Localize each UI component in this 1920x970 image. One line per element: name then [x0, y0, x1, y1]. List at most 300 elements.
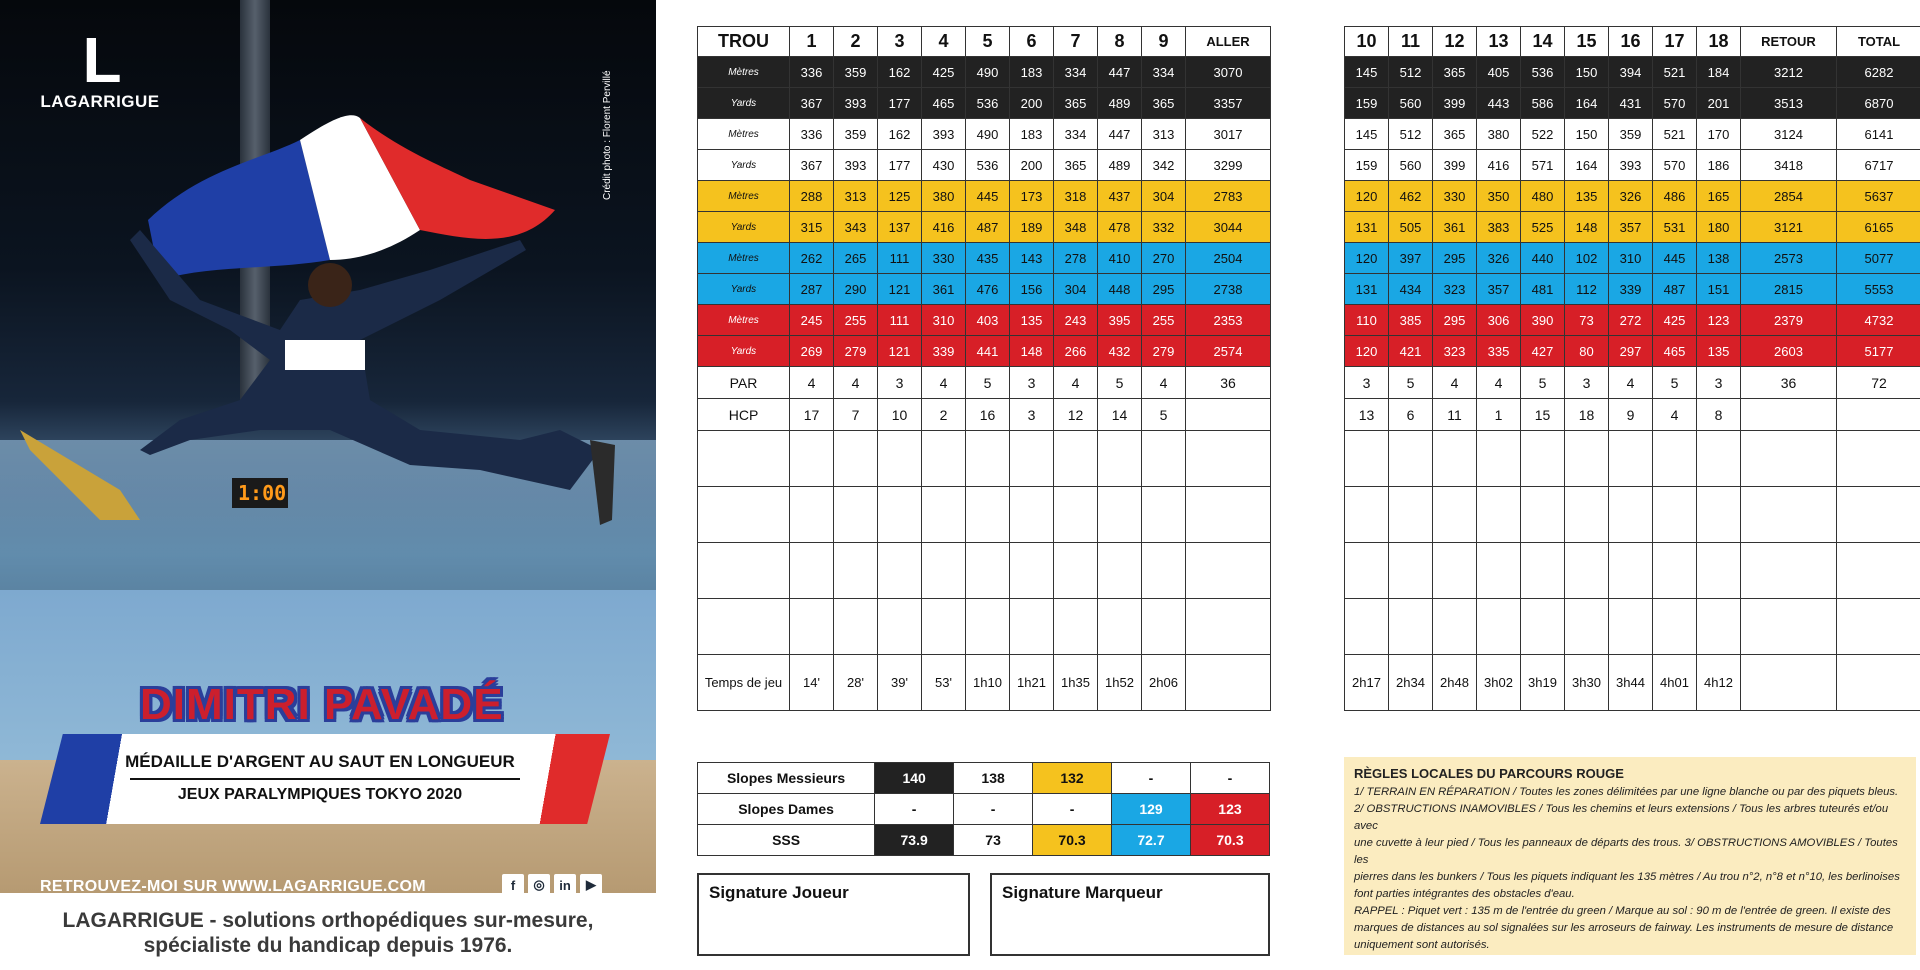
distance-cell: 489	[1098, 88, 1142, 119]
distance-cell: 399	[1433, 150, 1477, 181]
distance-cell: 135	[1010, 305, 1054, 336]
hcp-cell: 10	[878, 399, 922, 431]
distance-cell: 279	[834, 336, 878, 367]
hcp-cell: 9	[1609, 399, 1653, 431]
slopes-value: 73.9	[875, 825, 954, 856]
hole-number: 16	[1609, 27, 1653, 57]
time-cell: 28'	[834, 655, 878, 711]
score-entry-cell[interactable]	[878, 487, 922, 543]
hcp-cell: 18	[1565, 399, 1609, 431]
hcp-cell: 2	[922, 399, 966, 431]
score-entry-cell[interactable]	[1837, 599, 1920, 655]
score-entry-cell[interactable]	[1565, 599, 1609, 655]
hcp-cell: 8	[1697, 399, 1741, 431]
slopes-value: 70.3	[1190, 825, 1269, 856]
score-entry-cell[interactable]	[1098, 431, 1142, 487]
front-nine-scorecard	[697, 26, 1271, 711]
score-entry-cell[interactable]	[1142, 543, 1186, 599]
distance-cell: 3513	[1741, 88, 1837, 119]
score-entry-row	[698, 487, 1271, 543]
distance-cell: 131	[1345, 274, 1389, 305]
rules-line: uniquement sont autorisés.	[1354, 939, 1490, 951]
distance-cell: 110	[1345, 305, 1389, 336]
hcp-label: HCP	[698, 399, 790, 431]
score-entry-cell[interactable]	[878, 431, 922, 487]
score-entry-cell[interactable]	[1741, 431, 1837, 487]
hole-number: 5	[966, 27, 1010, 57]
distance-cell: 2603	[1741, 336, 1837, 367]
score-entry-cell[interactable]	[698, 487, 790, 543]
distance-cell: 180	[1697, 212, 1741, 243]
score-entry-cell[interactable]	[1345, 543, 1389, 599]
score-entry-cell[interactable]	[1389, 487, 1433, 543]
score-entry-cell[interactable]	[966, 543, 1010, 599]
hole-number: 13	[1477, 27, 1521, 57]
distance-cell: 480	[1521, 181, 1565, 212]
score-entry-cell[interactable]	[1565, 487, 1609, 543]
score-entry-cell[interactable]	[1697, 431, 1741, 487]
score-entry-cell[interactable]	[1741, 599, 1837, 655]
distance-cell: 145	[1345, 57, 1389, 88]
distance-cell: 489	[1098, 150, 1142, 181]
score-entry-cell[interactable]	[1477, 431, 1521, 487]
distance-cell: 165	[1697, 181, 1741, 212]
score-entry-cell[interactable]	[1010, 599, 1054, 655]
distance-cell: 5077	[1837, 243, 1920, 274]
score-entry-cell[interactable]	[1565, 431, 1609, 487]
distance-cell: 571	[1521, 150, 1565, 181]
slopes-label: Slopes Dames	[698, 794, 875, 825]
distance-cell: 536	[966, 88, 1010, 119]
par-cell: 4	[1054, 367, 1098, 399]
score-entry-cell[interactable]	[1098, 599, 1142, 655]
par-cell: 3	[878, 367, 922, 399]
distance-cell: 5553	[1837, 274, 1920, 305]
distance-cell: 476	[966, 274, 1010, 305]
time-cell: 1h52	[1098, 655, 1142, 711]
distance-cell: 435	[966, 243, 1010, 274]
distance-cell: 323	[1433, 274, 1477, 305]
distance-cell: 525	[1521, 212, 1565, 243]
distance-cell: 430	[922, 150, 966, 181]
hcp-cell: 7	[834, 399, 878, 431]
score-entry-cell[interactable]	[698, 543, 790, 599]
time-cell: 2h17	[1345, 655, 1389, 711]
distance-cell: 481	[1521, 274, 1565, 305]
distance-cell: 339	[922, 336, 966, 367]
score-entry-cell[interactable]	[1477, 599, 1521, 655]
distance-cell: 434	[1389, 274, 1433, 305]
score-entry-cell[interactable]	[966, 487, 1010, 543]
score-entry-cell[interactable]	[922, 431, 966, 487]
score-entry-cell[interactable]	[834, 599, 878, 655]
tee-unit-label: Yards	[698, 150, 790, 181]
distance-cell: 393	[834, 88, 878, 119]
slopes-row	[698, 763, 1270, 794]
distance-cell: 421	[1389, 336, 1433, 367]
distance-cell: 3070	[1186, 57, 1271, 88]
tee-row-red	[698, 305, 1271, 336]
distance-cell: 531	[1653, 212, 1697, 243]
distance-cell: 334	[1054, 119, 1098, 150]
score-entry-cell[interactable]	[834, 487, 878, 543]
par-cell: 4	[1142, 367, 1186, 399]
score-entry-cell[interactable]	[922, 543, 966, 599]
slopes-value: -	[1033, 794, 1112, 825]
tee-row-blue	[698, 243, 1271, 274]
distance-cell: 183	[1010, 119, 1054, 150]
score-entry-cell[interactable]	[698, 431, 790, 487]
score-entry-cell[interactable]	[1142, 431, 1186, 487]
score-entry-cell[interactable]	[698, 599, 790, 655]
front-header-row	[698, 27, 1271, 57]
distance-cell: 315	[790, 212, 834, 243]
tee-unit-label: Yards	[698, 274, 790, 305]
score-entry-cell[interactable]	[878, 599, 922, 655]
rules-line: font parties intégrantes des obstacles d'eau.	[1354, 888, 1575, 900]
score-entry-cell[interactable]	[1186, 543, 1271, 599]
score-entry-cell[interactable]	[922, 487, 966, 543]
slopes-row	[698, 825, 1270, 856]
distance-cell: 151	[1697, 274, 1741, 305]
website-link[interactable]: RETROUVEZ-MOI SUR WWW.LAGARRIGUE.COM	[40, 878, 426, 893]
distance-cell: 393	[834, 150, 878, 181]
distance-cell: 2573	[1741, 243, 1837, 274]
tee-unit-label: Mètres	[698, 119, 790, 150]
score-entry-cell[interactable]	[1389, 431, 1433, 487]
score-entry-cell[interactable]	[1697, 487, 1741, 543]
score-entry-cell[interactable]	[1565, 543, 1609, 599]
distance-cell: 288	[790, 181, 834, 212]
par-cell: 5	[1521, 367, 1565, 399]
distance-cell: 245	[790, 305, 834, 336]
distance-cell: 3017	[1186, 119, 1271, 150]
tee-row-white	[698, 119, 1271, 150]
slopes-label: SSS	[698, 825, 875, 856]
youtube-icon[interactable]: ▶	[580, 874, 602, 893]
distance-cell: 6141	[1837, 119, 1920, 150]
distance-cell: 159	[1345, 88, 1389, 119]
score-entry-cell[interactable]	[790, 487, 834, 543]
distance-cell: 121	[878, 274, 922, 305]
score-entry-cell[interactable]	[1186, 599, 1271, 655]
rules-line: 2/ OBSTRUCTIONS INAMOVIBLES / Tous les chemins et leurs extensions / Tous les arbres tuteurés et/ou avec	[1354, 803, 1889, 832]
distance-cell: 334	[1054, 57, 1098, 88]
slopes-value: 138	[954, 763, 1033, 794]
athlete-photo-panel	[0, 0, 656, 893]
score-entry-cell[interactable]	[790, 431, 834, 487]
tee-unit-label: Yards	[698, 336, 790, 367]
score-entry-cell[interactable]	[1837, 543, 1920, 599]
distance-cell: 521	[1653, 119, 1697, 150]
distance-cell: 186	[1697, 150, 1741, 181]
score-entry-cell[interactable]	[1345, 487, 1389, 543]
distance-cell: 536	[1521, 57, 1565, 88]
time-label: Temps de jeu	[698, 655, 790, 711]
distance-cell: 137	[878, 212, 922, 243]
tee-row-blue	[1345, 274, 1920, 305]
time-cell: 4h01	[1653, 655, 1697, 711]
distance-cell: 201	[1697, 88, 1741, 119]
distance-cell: 343	[834, 212, 878, 243]
score-entry-cell[interactable]	[1010, 543, 1054, 599]
distance-cell: 287	[790, 274, 834, 305]
score-entry-cell[interactable]	[1521, 431, 1565, 487]
distance-cell: 6282	[1837, 57, 1920, 88]
score-entry-cell[interactable]	[966, 431, 1010, 487]
slopes-value: 73	[954, 825, 1033, 856]
score-entry-cell[interactable]	[1521, 599, 1565, 655]
score-entry-cell[interactable]	[1653, 599, 1697, 655]
par-cell: 4	[834, 367, 878, 399]
distance-cell: 156	[1010, 274, 1054, 305]
distance-cell: 487	[966, 212, 1010, 243]
distance-cell: 73	[1565, 305, 1609, 336]
score-entry-cell[interactable]	[1054, 599, 1098, 655]
score-entry-cell[interactable]	[1186, 431, 1271, 487]
score-entry-cell[interactable]	[1837, 431, 1920, 487]
score-entry-cell[interactable]	[1142, 487, 1186, 543]
hole-number: 17	[1653, 27, 1697, 57]
distance-cell: 3121	[1741, 212, 1837, 243]
distance-cell: 269	[790, 336, 834, 367]
score-entry-cell[interactable]	[1433, 599, 1477, 655]
distance-cell: 365	[1433, 57, 1477, 88]
score-entry-cell[interactable]	[1521, 487, 1565, 543]
distance-cell: 560	[1389, 88, 1433, 119]
distance-cell: 2379	[1741, 305, 1837, 336]
par-cell: 4	[1477, 367, 1521, 399]
par-label: PAR	[698, 367, 790, 399]
distance-cell: 310	[922, 305, 966, 336]
distance-cell: 279	[1142, 336, 1186, 367]
slopes-label: Slopes Messieurs	[698, 763, 875, 794]
distance-cell: 111	[878, 305, 922, 336]
distance-cell: 505	[1389, 212, 1433, 243]
distance-cell: 342	[1142, 150, 1186, 181]
score-entry-cell[interactable]	[1609, 599, 1653, 655]
par-cell: 3	[1697, 367, 1741, 399]
hole-label: TROU	[698, 27, 790, 57]
company-tagline	[0, 908, 656, 958]
distance-cell: 266	[1054, 336, 1098, 367]
distance-cell: 427	[1521, 336, 1565, 367]
distance-cell: 403	[966, 305, 1010, 336]
score-entry-cell[interactable]	[1186, 487, 1271, 543]
instagram-icon[interactable]: ◎	[528, 874, 550, 893]
distance-cell: 265	[834, 243, 878, 274]
tee-row-yellow	[698, 212, 1271, 243]
marker-signature-box[interactable]	[990, 873, 1270, 956]
distance-cell: 3299	[1186, 150, 1271, 181]
time-cell: 3h30	[1565, 655, 1609, 711]
score-entry-cell[interactable]	[834, 543, 878, 599]
distance-cell: 536	[966, 150, 1010, 181]
score-entry-cell[interactable]	[1697, 599, 1741, 655]
score-entry-cell[interactable]	[1389, 543, 1433, 599]
distance-cell: 3212	[1741, 57, 1837, 88]
distance-cell: 348	[1054, 212, 1098, 243]
distance-cell: 326	[1477, 243, 1521, 274]
time-cell: 1h35	[1054, 655, 1098, 711]
distance-cell: 339	[1609, 274, 1653, 305]
hole-number: 11	[1389, 27, 1433, 57]
score-entry-cell[interactable]	[1697, 543, 1741, 599]
slopes-value: 129	[1112, 794, 1191, 825]
score-entry-cell[interactable]	[1345, 431, 1389, 487]
distance-cell: 120	[1345, 243, 1389, 274]
score-entry-cell[interactable]	[1653, 487, 1697, 543]
distance-cell: 2574	[1186, 336, 1271, 367]
rules-line: pierres dans les bunkers / Tous les piquets indiquant les 135 mètres / Au trou n°2, n°8 et n°10, les berlinoises	[1354, 871, 1900, 883]
score-entry-cell[interactable]	[1741, 487, 1837, 543]
score-entry-cell[interactable]	[1609, 431, 1653, 487]
tee-row-red	[698, 336, 1271, 367]
hcp-cell: 4	[1653, 399, 1697, 431]
hole-number: 18	[1697, 27, 1741, 57]
score-entry-cell[interactable]	[966, 599, 1010, 655]
athlete-name: DIMITRI PAVADÉ	[140, 680, 504, 729]
tee-unit-label: Mètres	[698, 243, 790, 274]
score-entry-cell[interactable]	[1098, 543, 1142, 599]
distance-cell: 380	[1477, 119, 1521, 150]
distance-cell: 393	[922, 119, 966, 150]
distance-cell: 440	[1521, 243, 1565, 274]
distance-cell: 243	[1054, 305, 1098, 336]
par-cell: 4	[1433, 367, 1477, 399]
distance-cell: 2854	[1741, 181, 1837, 212]
local-rules-box	[1344, 757, 1916, 955]
distance-cell: 112	[1565, 274, 1609, 305]
time-cell	[1837, 655, 1920, 711]
scoreboard-timer	[232, 478, 288, 508]
score-entry-cell[interactable]	[1433, 487, 1477, 543]
distance-cell: 138	[1697, 243, 1741, 274]
distance-cell: 478	[1098, 212, 1142, 243]
score-entry-cell[interactable]	[1653, 431, 1697, 487]
hole-number: 4	[922, 27, 966, 57]
score-entry-cell[interactable]	[790, 599, 834, 655]
par-cell: 3	[1345, 367, 1389, 399]
time-cell: 53'	[922, 655, 966, 711]
distance-cell: 416	[1477, 150, 1521, 181]
hole-number: 6	[1010, 27, 1054, 57]
score-entry-cell[interactable]	[1477, 543, 1521, 599]
time-cell: 39'	[878, 655, 922, 711]
time-cell	[1741, 655, 1837, 711]
back-header-row	[1345, 27, 1920, 57]
score-entry-cell[interactable]	[1653, 543, 1697, 599]
score-entry-cell[interactable]	[1054, 543, 1098, 599]
distance-cell: 270	[1142, 243, 1186, 274]
distance-cell: 410	[1098, 243, 1142, 274]
score-entry-row	[698, 431, 1271, 487]
score-entry-cell[interactable]	[1010, 431, 1054, 487]
facebook-icon[interactable]: f	[502, 874, 524, 893]
tee-unit-label: Yards	[698, 212, 790, 243]
distance-cell: 304	[1142, 181, 1186, 212]
time-cell	[1186, 655, 1271, 711]
hcp-cell	[1837, 399, 1920, 431]
time-cell: 1h21	[1010, 655, 1054, 711]
distance-cell: 111	[878, 243, 922, 274]
athlete-figure	[20, 230, 615, 525]
score-entry-cell[interactable]	[1345, 599, 1389, 655]
distance-cell: 359	[834, 119, 878, 150]
score-entry-cell[interactable]	[1477, 487, 1521, 543]
par-cell: 4	[790, 367, 834, 399]
time-row	[698, 655, 1271, 711]
distance-cell: 135	[1697, 336, 1741, 367]
score-entry-cell[interactable]	[1054, 487, 1098, 543]
score-entry-row	[1345, 487, 1920, 543]
distance-cell: 143	[1010, 243, 1054, 274]
distance-cell: 465	[922, 88, 966, 119]
tee-row-black	[1345, 88, 1920, 119]
player-signature-box[interactable]	[697, 873, 970, 956]
distance-cell: 272	[1609, 305, 1653, 336]
distance-cell: 416	[922, 212, 966, 243]
slopes-value: 72.7	[1112, 825, 1191, 856]
distance-cell: 397	[1389, 243, 1433, 274]
tee-row-yellow	[1345, 212, 1920, 243]
distance-cell: 295	[1433, 305, 1477, 336]
hcp-cell: 1	[1477, 399, 1521, 431]
score-entry-cell[interactable]	[1010, 487, 1054, 543]
distance-cell: 365	[1433, 119, 1477, 150]
score-entry-cell[interactable]	[1741, 543, 1837, 599]
score-entry-cell[interactable]	[834, 431, 878, 487]
distance-cell: 255	[834, 305, 878, 336]
score-entry-cell[interactable]	[1389, 599, 1433, 655]
hcp-row	[1345, 399, 1920, 431]
score-entry-cell[interactable]	[1433, 431, 1477, 487]
tee-row-blue	[698, 274, 1271, 305]
score-entry-cell[interactable]	[922, 599, 966, 655]
distance-cell: 445	[966, 181, 1010, 212]
distance-cell: 330	[1433, 181, 1477, 212]
score-entry-cell[interactable]	[1098, 487, 1142, 543]
distance-cell: 164	[1565, 150, 1609, 181]
tee-row-black	[1345, 57, 1920, 88]
distance-cell: 570	[1653, 88, 1697, 119]
hcp-cell: 5	[1142, 399, 1186, 431]
score-entry-cell[interactable]	[1521, 543, 1565, 599]
par-cell: 5	[966, 367, 1010, 399]
score-entry-cell[interactable]	[878, 543, 922, 599]
distance-cell: 490	[966, 57, 1010, 88]
tee-row-red	[1345, 305, 1920, 336]
score-entry-cell[interactable]	[1142, 599, 1186, 655]
score-entry-cell[interactable]	[790, 543, 834, 599]
tee-unit-label: Mètres	[698, 181, 790, 212]
distance-cell: 361	[1433, 212, 1477, 243]
distance-cell: 326	[1609, 181, 1653, 212]
linkedin-icon[interactable]: in	[554, 874, 576, 893]
score-entry-row	[1345, 543, 1920, 599]
slopes-value: -	[1112, 763, 1191, 794]
distance-cell: 393	[1609, 150, 1653, 181]
score-entry-cell[interactable]	[1609, 487, 1653, 543]
score-entry-cell[interactable]	[1837, 487, 1920, 543]
score-entry-cell[interactable]	[1054, 431, 1098, 487]
distance-cell: 131	[1345, 212, 1389, 243]
tee-row-blue	[1345, 243, 1920, 274]
score-entry-cell[interactable]	[1433, 543, 1477, 599]
distance-cell: 330	[922, 243, 966, 274]
score-entry-cell[interactable]	[1609, 543, 1653, 599]
time-row	[1345, 655, 1920, 711]
